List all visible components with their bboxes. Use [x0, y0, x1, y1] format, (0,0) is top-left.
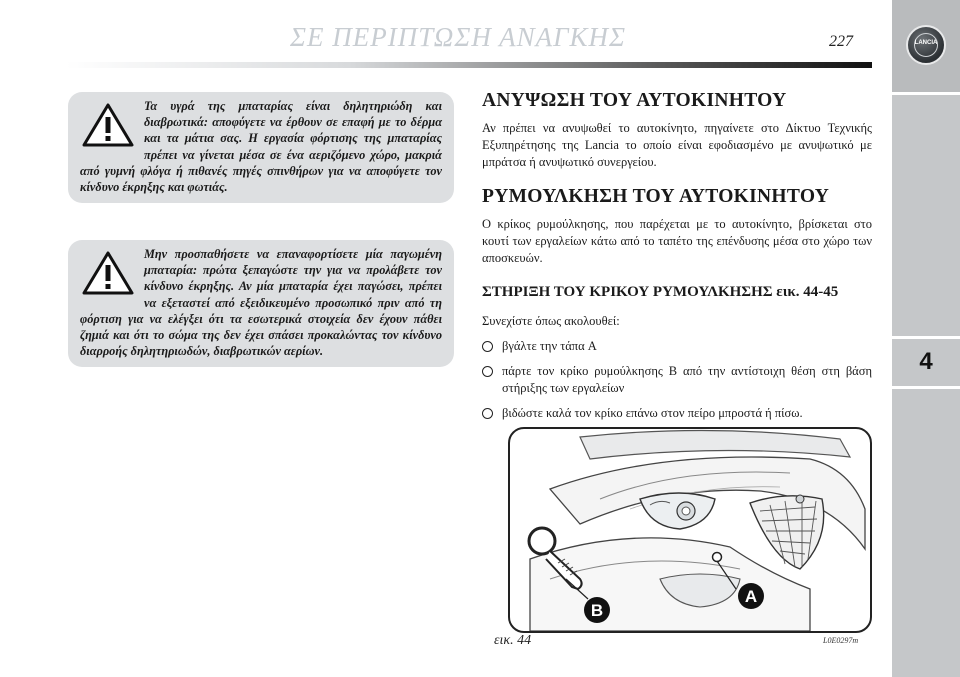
header-rule: [66, 62, 872, 68]
bullet-circle-icon: [482, 408, 493, 419]
section-text: Ο κρίκος ρυμούλκησης, που παρέχεται με το αυτοκίνητο, βρίσκεται στο κουτί των εργαλείων κάτω από το ταπέτο της επένδυσης μέσα στο χώρο των αποσκευών.: [482, 217, 872, 265]
warning-triangle-icon: [82, 102, 134, 148]
page-number: 227: [829, 33, 853, 50]
label-a-badge: [736, 581, 766, 611]
bullet-circle-icon: [482, 366, 493, 377]
logo-text: LANCIA: [914, 40, 938, 46]
lancia-logo: [906, 25, 946, 65]
side-band-separator: [892, 386, 960, 389]
section-tow-hook: [482, 284, 872, 430]
list-item: [482, 363, 872, 397]
section-heading: ΣΤΗΡΙΞΗ ΤΟΥ ΚΡΙΚΟΥ ΡΥΜΟΥΛΚΗΣΗΣ εικ. 44-45: [482, 284, 839, 300]
warning-text: Μην προσπαθήσετε να επαναφορτίσετε μία παγωμένη μπαταρία: πρώτα ξεπαγώστε την για να προλάβετε τον κίνδυνο έκρηξης. Αν μία μπαταρία έχει παγώσει, πρέπει να εξεταστεί από εξειδικευμένο προσωπικό πριν από τη φόρτιση για να ελέγξει ότι τα εσωτερικά στοιχεία δεν έχουν πάθει ζημιά και ότι το σώμα της δεν έχει σπάσει προκαλώντας τον κίνδυνο διαρροής δηλητηριωδών, διαβρωτικών αερίων.: [80, 247, 442, 359]
chapter-tab[interactable]: 4: [919, 348, 933, 375]
section-lifting: [482, 90, 872, 171]
warning-triangle-icon: [82, 250, 134, 296]
page-title: ΣΕ ΠΕΡΙΠΤΩΣΗ ΑΝΑΓΚΗΣ: [290, 22, 627, 52]
warning-box-battery-fluids: [68, 92, 454, 203]
step-text: βγάλτε την τάπα A: [502, 339, 597, 353]
section-text: Αν πρέπει να ανυψωθεί το αυτοκίνητο, πηγαίνετε στο Δίκτυο Τεχνικής Εξυπηρέτησης της Lancia το οποίο είναι εφοδιασμένο με ανυψωτικό με μπράτσα ή ανυψωτικό συνεργείου.: [482, 121, 872, 169]
warning-box-frozen-battery: [68, 240, 454, 367]
car-front-illustration: [510, 429, 870, 631]
label-a-text: A: [744, 587, 758, 606]
section-heading: ΑΝΥΨΩΣΗ ΤΟΥ ΑΥΤΟΚΙΝΗΤΟΥ: [482, 90, 787, 111]
step-text: βιδώστε καλά τον κρίκο επάνω στον πείρο μπροστά ή πίσω.: [502, 406, 803, 420]
figure-code: L0E0297m: [823, 636, 859, 645]
warning-text: Τα υγρά της μπαταρίας είναι δηλητηριώδη και διαβρωτικά: αποφύγετε να έρθουν σε επαφή με το δέρμα και τα μάτια σας. Η εργασία φόρτισης της μπαταρίας πρέπει να γίνεται μέσα σε ένα αεριζόμενο χώρο, μακριά από γυμνή φλόγα ή πιθανές πηγές σπινθήρων για να αποφύγετε τον κίνδυνο έκρηξης και φωτιάς.: [80, 99, 442, 195]
bullet-circle-icon: [482, 341, 493, 352]
section-heading: ΡΥΜΟΥΛΚΗΣΗ ΤΟΥ ΑΥΤΟΚΙΝΗΤΟΥ: [482, 186, 830, 207]
section-towing: [482, 186, 872, 267]
side-band-separator: [892, 92, 960, 95]
step-text: πάρτε τον κρίκο ρυμούλκησης B από την αντίστοιχη θέση στη βάση στήριξης των εργαλείων: [502, 364, 872, 395]
steps-list: [482, 338, 872, 422]
list-item: [482, 405, 872, 422]
section-intro: Συνεχίστε όπως ακολουθεί:: [482, 314, 620, 328]
label-b-badge: [582, 595, 612, 625]
side-band-separator: [892, 336, 960, 339]
list-item: [482, 338, 872, 355]
figure-caption: εικ. 44: [494, 633, 532, 648]
figure-tow-hook: [508, 427, 872, 633]
label-b-text: B: [590, 601, 604, 620]
